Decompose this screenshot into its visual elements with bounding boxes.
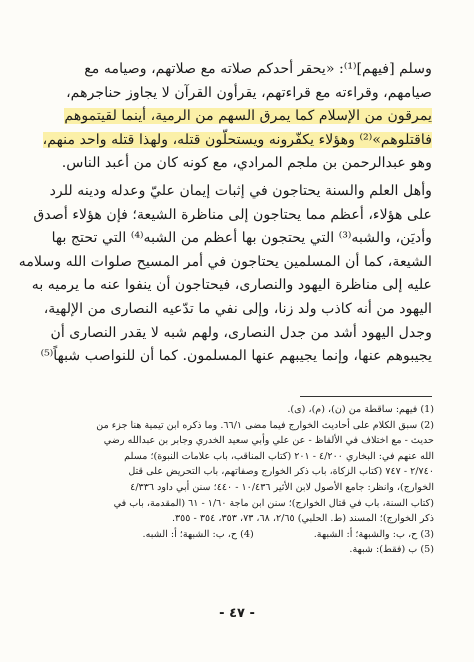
highlight: فاقتلوهم»⁽²⁾ وهؤلاء يكفّرونه ويستحلّون قتله، ولهذا قتله واحد منهم، xyxy=(42,131,432,148)
footnote: (2) سبق الكلام على أحاديث الخوارج فيما مضى ٦٦/١. وما ذكره ابن تيمية هنا جزء من xyxy=(96,419,434,431)
text-line: وجدل اليهود أشد من جدل النصارى، ولهم شبه لا يقدر النصارى أن xyxy=(50,324,432,341)
highlighted-line xyxy=(46,105,432,129)
footnote-separator xyxy=(300,396,432,397)
footnote-line: (كتاب السنة، باب في قتال الخوارج)؛ سنن ابن ماجة ١/٦٠ - ٦١ (المقدمة، باب في xyxy=(113,497,434,509)
footnote-line: حديث - مع اختلاف في الألفاظ - عن علي وأبي سعيد الخدري وجابر بن عبدالله رضي xyxy=(103,435,434,447)
footnote: (5) ب (فقط): شبهة. xyxy=(349,544,434,556)
text-line: عليه إلى مناظرة اليهود والنصارى، فيحتاجون أن ينفوا عنه ما يرميه به xyxy=(31,277,432,294)
footnote-line: ذكر الخوارج)؛ المسند (ط. الحلبي) ٢/٦٥، ٦٨، ٧٣، ٣٥٣، ٣٥٤ - ٣٥٥. xyxy=(171,513,434,525)
text-line: يجيبوهم عنها، وإنما يجيبهم عنها المسلمون. كما أن للنواصب شبهاً⁽⁵⁾ xyxy=(40,348,432,365)
footnote-row xyxy=(44,527,434,543)
text-line: وهو عبدالرحمن بن ملجم المرادي، مع كونه كان من أعبد الناس. xyxy=(61,155,432,172)
footnotes xyxy=(44,402,434,558)
text-line: على هؤلاء، أعظم مما يحتاجون إلى مناظرة الشيعة؛ فإن هؤلاء أصدق xyxy=(33,206,432,223)
footnote: (1) فيهم: ساقطة من (ن)، (م)، (ى). xyxy=(287,404,434,415)
footnote-line: الله عنهم في: البخاري ٤/٢٠٠ - ٢٠١ (كتاب المناقب، باب علامات النبوة)؛ مسلم xyxy=(124,450,434,462)
highlight: يمرقون من الإسلام كما يمرق السهم من الرمية، أينما لقيتموهم xyxy=(64,108,432,125)
main-text xyxy=(18,58,432,369)
text-line: الشيعة، كما أن المسلمين يحتاجون في أمر المسيح صلوات الله وسلامه xyxy=(18,253,432,270)
footnote-line: الخوارج)، وانظر: جامع الأصول لابن الأثير ١٠/٤٣٦ - ٤٤٠؛ سنن أبي داود ٤/٣٣٦ xyxy=(130,481,434,493)
page-number: - ٤٧ - xyxy=(219,606,255,621)
highlighted-line xyxy=(42,129,432,153)
text-line: صيامهم، وقراءته مع قراءتهم، يقرأون القرآن لا يجاوز حناجرهم، xyxy=(66,84,432,101)
text-line: وسلم [فيهم]⁽¹⁾: «يحقر أحدكم صلاته مع صلاتهم، وصيامه مع xyxy=(84,61,432,77)
footnote: (3) ح، ب: والشبهة؛ أ: الشبهة. xyxy=(313,528,434,540)
text-line: وأديَن، والشبه⁽³⁾ التي يحتجون بها أعظم من الشبه⁽⁴⁾ التي تحتج بها xyxy=(51,230,432,247)
footnote-line: ٢/٧٤٠ - ٧٤٧ (كتاب الزكاة، باب ذكر الخوارج وصفاتهم، باب التحريض على قتل xyxy=(128,466,434,478)
footnote: (4) ح، ب: الشبهة؛ أ: الشبه. xyxy=(142,528,254,540)
text-line: وأهل العلم والسنة يحتاجون في إثبات إيمان عليّ وعدله ودينه للرد xyxy=(49,182,432,199)
text-line: اليهود من أنه كاذب ولد زنا، وإلى نفي ما تدّعيه النصارى من الإلهية، xyxy=(43,300,432,317)
